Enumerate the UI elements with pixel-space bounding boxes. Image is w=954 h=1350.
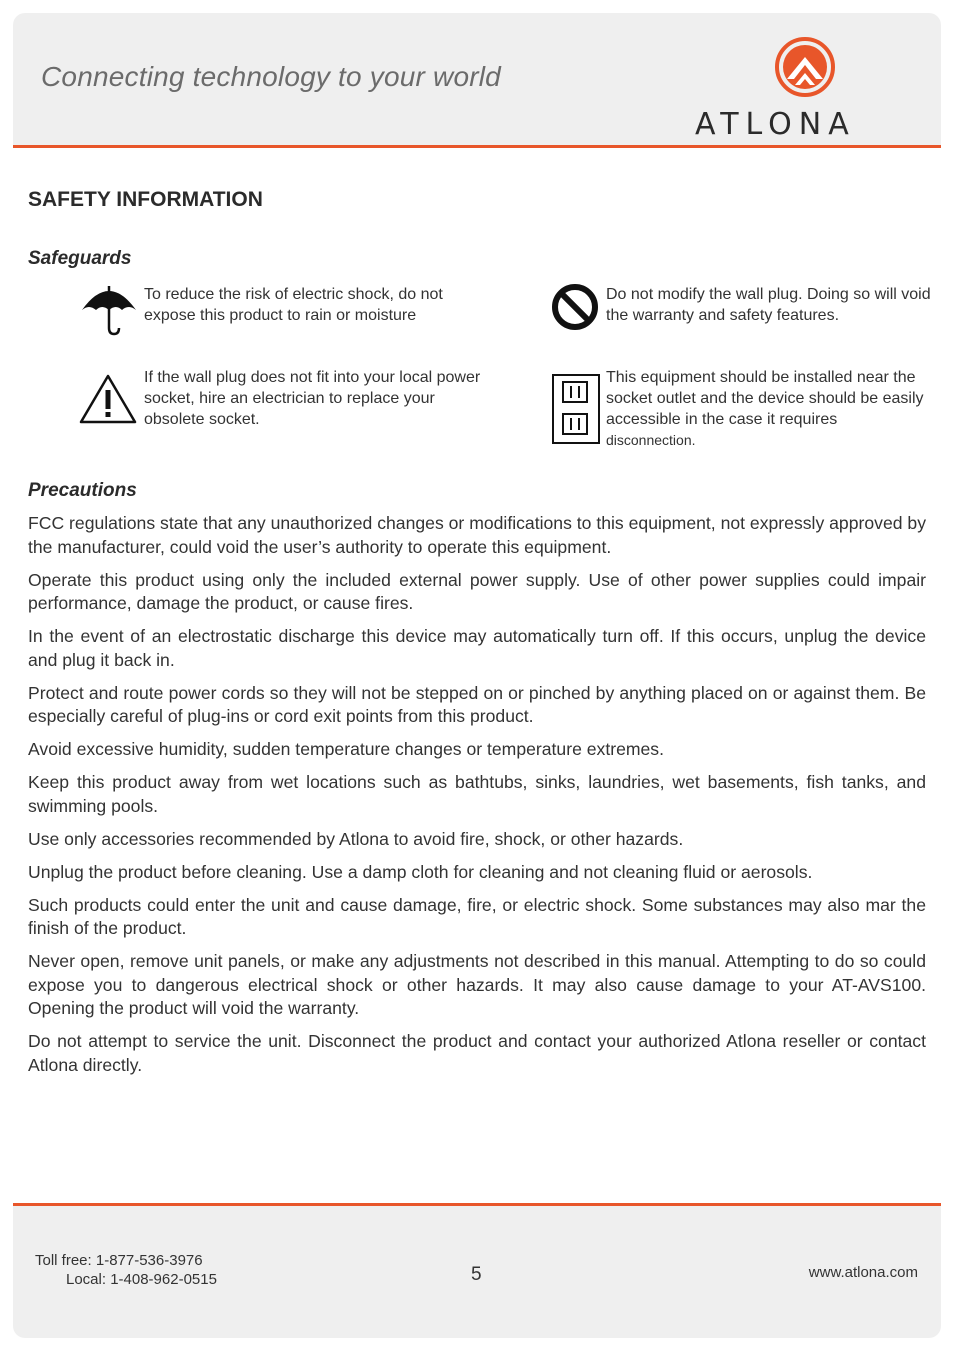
no-entry-icon xyxy=(550,280,600,334)
header-tagline: Connecting technology to your world xyxy=(41,61,501,92)
atlona-logo-mark-icon xyxy=(773,35,837,99)
safeguard-text-disconnect-tail: disconnection. xyxy=(606,432,696,448)
precaution-paragraph: Unplug the product before cleaning. Use a damp cloth for cleaning and not cleaning fluid or aerosols. xyxy=(28,861,813,882)
logo-wordmark: ATLONA xyxy=(695,107,856,142)
footer-toll-free: Toll free: 1-877-536-3976 xyxy=(35,1252,203,1269)
safeguard-text-socket: If the wall plug does not fit into your local power socket, hire an electrician to replace your obsolete socket. xyxy=(144,369,481,428)
precautions-heading: Precautions xyxy=(28,480,137,501)
safeguard-text-plug: Do not modify the wall plug. Doing so will void the warranty and safety features. xyxy=(606,286,931,324)
precaution-paragraph: Use only accessories recommended by Atlona to avoid fire, shock, or other hazards. xyxy=(28,828,684,849)
safeguard-text-disconnect-main: This equipment should be installed near the socket outlet and the device should be easily accessible in the case it requires xyxy=(606,369,924,428)
precaution-paragraph: Avoid excessive humidity, sudden temperature changes or temperature extremes. xyxy=(28,739,664,759)
page-header xyxy=(13,13,941,148)
wall-socket-icon xyxy=(552,374,600,444)
footer-website-link[interactable]: www.atlona.com xyxy=(808,1264,918,1281)
precaution-paragraph: In the event of an electrostatic discharge this device may automatically turn off. If this occurs, unplug the device and plug it back in. xyxy=(28,626,926,670)
precaution-paragraph: Operate this product using only the included external power supply. Use of other power supplies could impair performance, damage the product, or cause fires. xyxy=(28,569,926,613)
precaution-paragraph: Never open, remove unit panels, or make any adjustments not described in this manual. Attempting to do so could expose you to dangerous electrical shock or other hazards. It may also cause damage to your AT-AVS100. Opening the product will void the warranty. xyxy=(28,951,926,1018)
atlona-logo xyxy=(693,35,923,142)
footer-phone-numbers xyxy=(35,1251,217,1289)
precaution-paragraph: Do not attempt to service the unit. Disconnect the product and contact your authorized Atlona reseller or contact Atlona directly. xyxy=(28,1031,926,1075)
safeguard-text-disconnect xyxy=(606,367,936,451)
precaution-paragraph: FCC regulations state that any unauthorized changes or modifications to this equipment, not expressly approved by the manufacturer, could void the user’s authority to operate this equipment. xyxy=(28,513,926,557)
umbrella-icon xyxy=(80,280,138,338)
safeguards-heading: Safeguards xyxy=(28,248,132,269)
page-number: 5 xyxy=(471,1264,482,1285)
warning-triangle-icon xyxy=(78,372,138,426)
safeguard-text-rain: To reduce the risk of electric shock, do not expose this product to rain or moisture xyxy=(144,286,443,324)
precaution-paragraph: Such products could enter the unit and cause damage, fire, or electric shock. Some substances may also mar the finish of the product. xyxy=(28,894,926,938)
footer-local-phone: Local: 1-408-962-0515 xyxy=(66,1271,217,1288)
section-title: SAFETY INFORMATION xyxy=(28,188,263,211)
page-footer xyxy=(13,1203,941,1338)
precaution-paragraph: Keep this product away from wet locations such as bathtubs, sinks, laundries, wet basements, fish tanks, and swimming pools. xyxy=(28,772,926,816)
precaution-paragraph: Protect and route power cords so they will not be stepped on or pinched by anything placed on or against them. Be especially careful of plug-ins or cord exit points from this product. xyxy=(28,682,926,726)
precautions-body xyxy=(28,512,926,1087)
